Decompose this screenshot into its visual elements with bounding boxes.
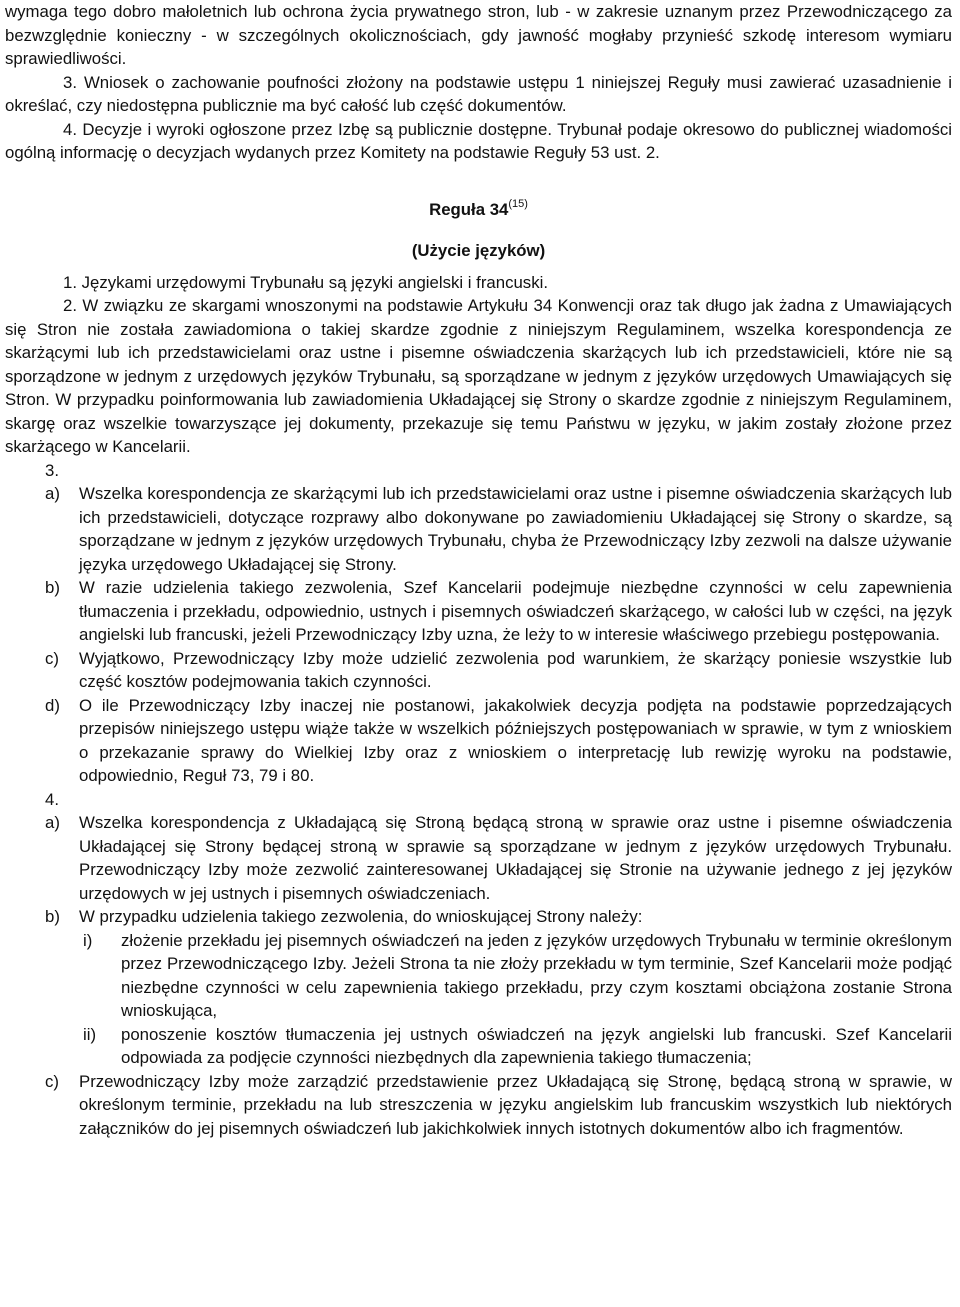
subitem-label: i) xyxy=(83,930,93,950)
item-text: Przewodniczący Izby może zarządzić przedstawienie przez Układającą się Stronę, będącą stroną w sprawie, w określonym terminie, przekładu na lub streszczenia w języku angielskim lub francuskim wszystkich lub niektórych załączników do jej pisemnych oświadczeń lub jakichkolwiek innych istotnych dokumentów albo ich fragmentów. xyxy=(79,1071,952,1138)
section-3-item-a xyxy=(45,482,952,576)
item-text: Wyjątkowo, Przewodniczący Izby może udzielić zezwolenia pod warunkiem, że skarżący poniesie wszystkie lub część kosztów podejmowania takich czynności. xyxy=(79,648,952,691)
subitem-label: ii) xyxy=(83,1024,97,1044)
item-label: c) xyxy=(45,1071,59,1091)
item-label: d) xyxy=(45,695,60,715)
paragraph-3: 3. Wniosek o zachowanie poufności złożony na podstawie ustępu 1 niniejszej Reguły musi zawierać uzasadnienie i określać, czy niedostępna publicznie ma być całość lub część dokumentów. xyxy=(5,72,952,115)
section-4-item-b xyxy=(45,905,952,929)
section-2: 2. W związku ze skargami wnoszonymi na podstawie Artykułu 34 Konwencji oraz tak długo jak żadna z Umawiających się Stron nie została zawiadomiona o takiej skardze zgodnie z niniejszym Regulaminem, wszelka korespondencja ze skarżącymi lub ich przedstawicielami oraz ustne i pisemne oświadczenia skarżących lub ich przedstawicieli, które nie są sporządzone w jednym z urzędowych języków Trybunału, są sporządzane w jednym z języków urzędowych Umawiających się Stron. W przypadku poinformowania lub zawiadomienia Układającej się Strony o skardze zgodnie z niniejszym Regulaminem, skargę oraz wszelkie towarzyszące jej dokumenty, przekazuje się temu Państwu w języku, w jakim zostały złożone przez skarżącego w Kancelarii. xyxy=(5,296,952,456)
section-4-subitem-ii xyxy=(83,1023,952,1070)
section-3-item-c xyxy=(45,647,952,694)
section-4-item-a xyxy=(45,811,952,905)
subitem-text: złożenie przekładu jej pisemnych oświadczeń na jeden z języków urzędowych Trybunału w terminie określonym przez Przewodniczącego Izby. Jeżeli Strona ta nie złoży przekładu w tym terminie, Szef Kancelarii może podjąć niezbędne czynności w celu zapewnienia takiego przekładu, przy czym kosztami obciążona zostanie Strona wnioskująca, xyxy=(121,930,952,1020)
section-4-number: 4. xyxy=(45,789,59,809)
item-text: O ile Przewodniczący Izby inaczej nie postanowi, jakakolwiek decyzja podjęta na podstawie poprzedzających przepisów niniejszego ustępu wiąże także w wszelkich późniejszych postępowaniach w sprawie, w tym z wnioskiem o przekazanie sprawy do Wielkiej Izby oraz z wnioskiem o interpretację lub rewizję wyroku na podstawie, odpowiednio, Reguł 73, 79 i 80. xyxy=(79,695,952,785)
rule-subtitle: (Użycie języków) xyxy=(411,241,546,260)
item-text: W przypadku udzielenia takiego zezwolenia, do wnioskującej Strony należy: xyxy=(79,907,643,926)
paragraph-4: 4. Decyzje i wyroki ogłoszone przez Izbę są publicznie dostępne. Trybunał podaje okresowo do publicznej wiadomości ogólną informację o decyzjach wydanych przez Komitety na podstawie Reguły 53 ust. 2. xyxy=(5,119,952,162)
item-label: c) xyxy=(45,648,59,668)
subitem-text: ponoszenie kosztów tłumaczenia jej ustnych oświadczeń na język angielski lub francuski. Szef Kancelarii odpowiada za podjęcie czynności niezbędnych dla zapewnienia takiego tłumaczenia; xyxy=(121,1024,952,1067)
section-3-item-b xyxy=(45,576,952,647)
section-1: 1. Językami urzędowymi Trybunału są języki angielski i francuski. xyxy=(63,272,548,292)
item-text: Wszelka korespondencja ze skarżącymi lub ich przedstawicielami oraz ustne i pisemne oświadczenia skarżących lub ich przedstawicieli, dotyczące rozprawy albo dokonywane po zawiadomieniu Układającej się Strony o skardze, są sporządzane w jednym z języków urzędowych Trybunału, chyba że Przewodniczący Izby zezwoli na dalsze używanie języka urzędowego Układającej się Strony. xyxy=(79,484,952,574)
item-text: Wszelka korespondencja z Układającą się Stroną będącą stroną w sprawie oraz ustne i pisemne oświadczenia Układającej się Strony będącej stroną w sprawie są sporządzane w jednym z języków urzędowych Trybunału. Przewodniczący Izby może zezwolić zainteresowanej Układającej się Stronie na używanie jednego z jej języków urzędowych w jej ustnych i pisemnych oświadczeniach. xyxy=(79,813,952,903)
rule-title: Reguła 34 xyxy=(429,199,509,219)
footnote-marker: (15) xyxy=(508,197,528,210)
item-label: a) xyxy=(45,813,60,832)
item-label: a) xyxy=(45,484,60,503)
rule-heading xyxy=(5,198,952,222)
intro-paragraph: wymaga tego dobro małoletnich lub ochrona życia prywatnego stron, lub - w zakresie uznanym przez Przewodniczącego za bezwzględnie konieczny - w szczególnych okolicznościach, gdy jawność mogłaby przynieść szkodę interesom wymiaru sprawiedliwości. xyxy=(5,2,952,68)
item-text: W razie udzielenia takiego zezwolenia, Szef Kancelarii podejmuje niezbędne czynności w celu zapewnienia tłumaczenia i przekładu, odpowiednio, ustnych i pisemnych oświadczeń skarżącego, w całości lub w części, na język angielski lub francuski, jeżeli Przewodniczący Izby uzna, że leży to w interesie właściwego przebiegu postępowania. xyxy=(79,578,952,644)
item-label: b) xyxy=(45,907,60,926)
section-4-item-c xyxy=(45,1070,952,1141)
section-3-number: 3. xyxy=(45,460,59,480)
section-4-subitem-i xyxy=(83,929,952,1023)
section-3-item-d xyxy=(45,694,952,788)
item-label: b) xyxy=(45,578,60,597)
